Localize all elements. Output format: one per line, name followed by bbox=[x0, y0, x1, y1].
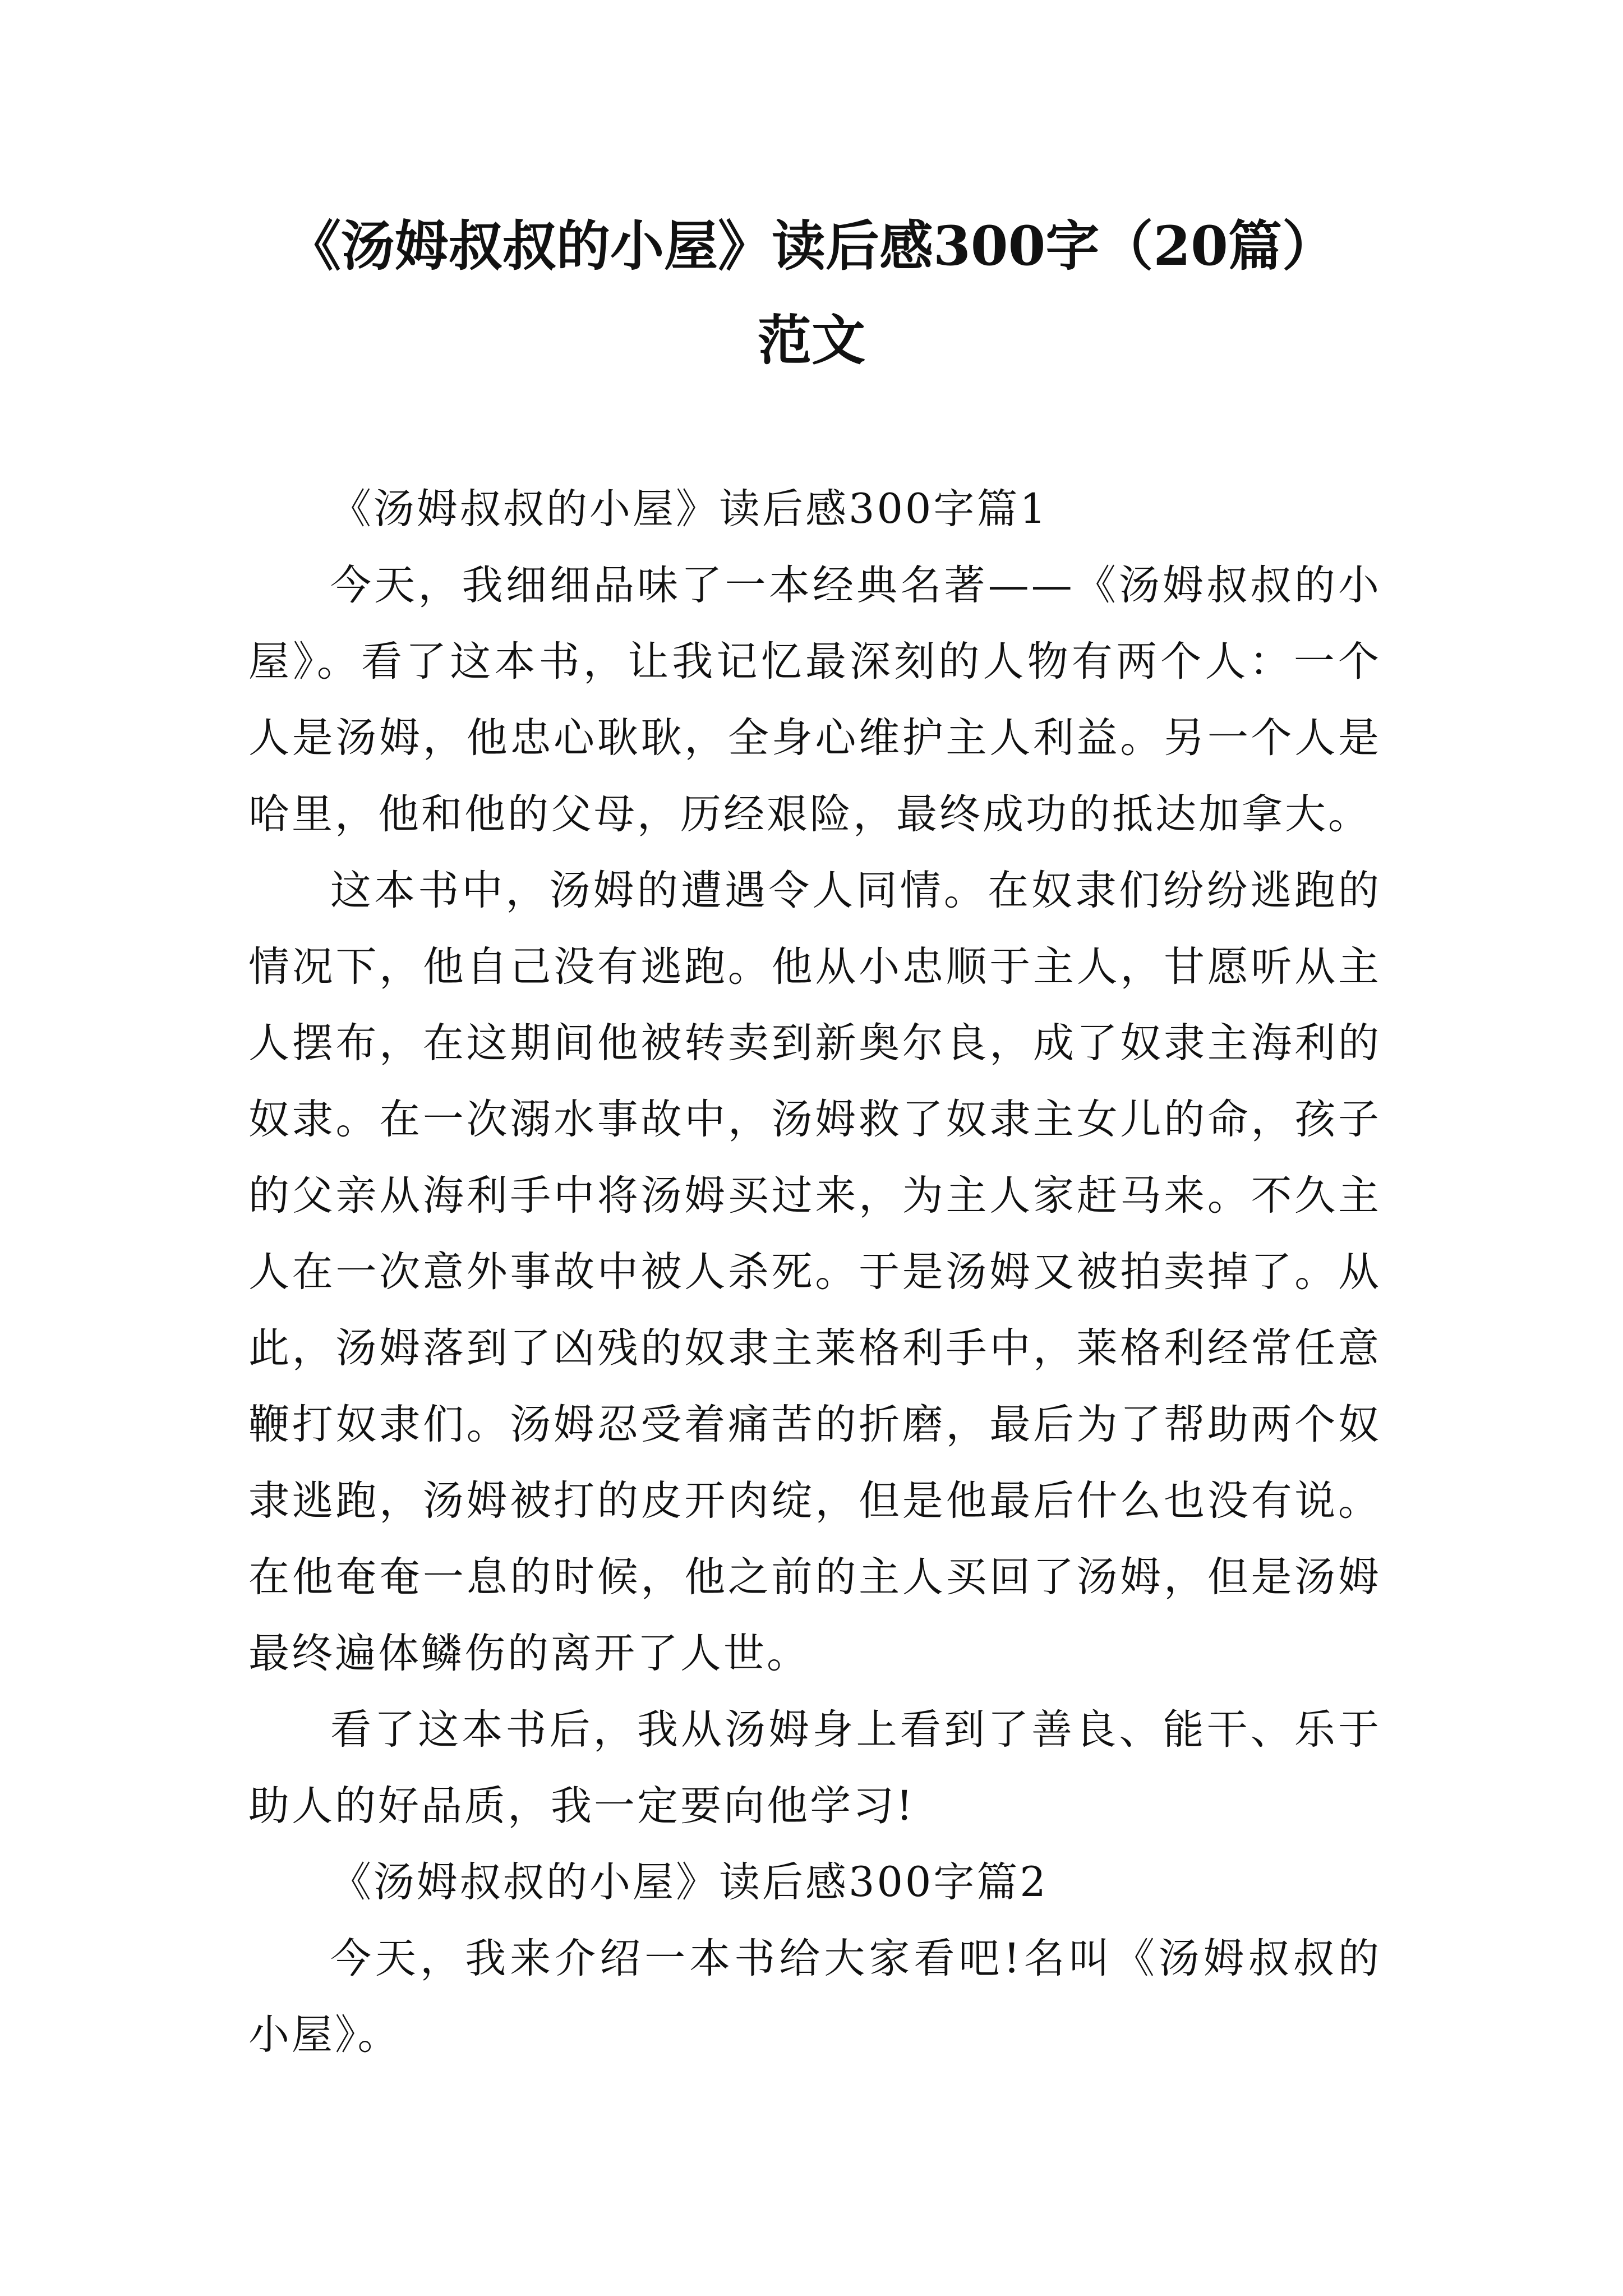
paragraph-3: 看了这本书后，我从汤姆身上看到了善良、能干、乐于助人的好品质，我一定要向他学习! bbox=[248, 1706, 1381, 1830]
document-title-line-1: 《汤姆叔叔的小屋》读后感300字（20篇） bbox=[287, 214, 1336, 278]
document-title-line-2: 范文 bbox=[758, 309, 865, 372]
section-heading-1: 《汤姆叔叔的小屋》读后感300字篇1 bbox=[330, 485, 1048, 533]
paragraph-2: 这本书中，汤姆的遭遇令人同情。在奴隶们纷纷逃跑的情况下，他自己没有逃跑。他从小忠顺于主人，甘愿听从主人摆布，在这期间他被转卖到新奥尔良，成了奴隶主海利的奴隶。在一次溺水事故中，汤姆救了奴隶主女儿的命，孩子的父亲从海利手中将汤姆买过来，为主人家赶马来。不久主人在一次意外事故中被人杀死。于是汤姆又被拍卖掉了。从此，汤姆落到了凶残的奴隶主莱格利手中，莱格利经常任意鞭打奴隶们。汤姆忍受着痛苦的折磨，最后为了帮助两个奴隶逃跑，汤姆被打的皮开肉绽，但是他最后什么也没有说。在他奄奄一息的时候，他之前的主人买回了汤姆，但是汤姆最终遍体鳞伤的离开了人世。 bbox=[248, 867, 1381, 1677]
paragraph-1: 今天，我细细品味了一本经典名著——《汤姆叔叔的小屋》。看了这本书，让我记忆最深刻的人物有两个人：一个人是汤姆，他忠心耿耿，全身心维护主人利益。另一个人是哈里，他和他的父母，历经艰险，最终成功的抵达加拿大。 bbox=[248, 562, 1381, 838]
paragraph-4: 今天，我来介绍一本书给大家看吧!名叫《汤姆叔叔的小屋》。 bbox=[248, 1935, 1381, 2059]
section-heading-2: 《汤姆叔叔的小屋》读后感300字篇2 bbox=[330, 1858, 1048, 1906]
document-title bbox=[213, 199, 1410, 388]
document-body bbox=[248, 471, 1381, 2073]
